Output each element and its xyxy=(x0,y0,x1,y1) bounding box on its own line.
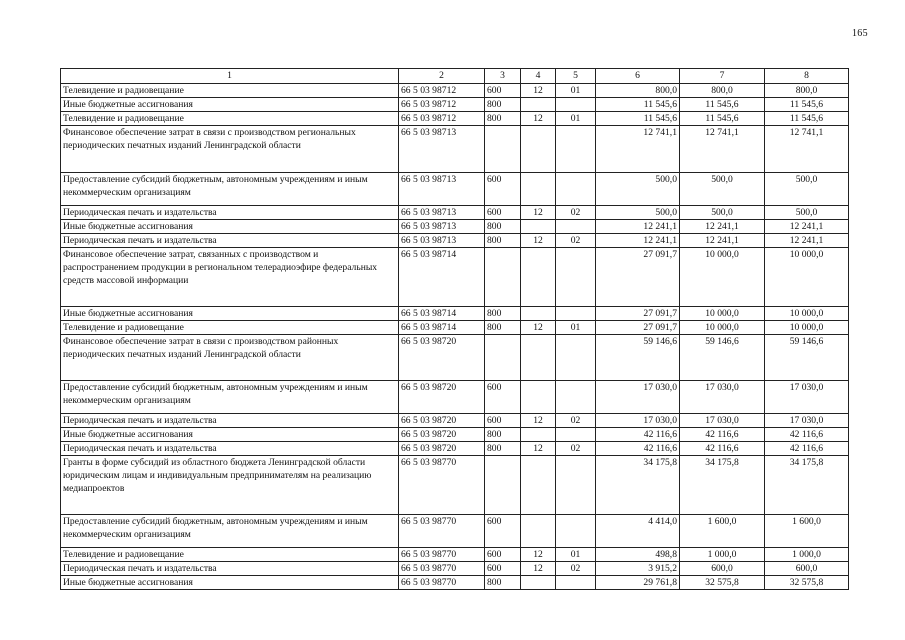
cell-section xyxy=(521,381,556,414)
cell-target-code: 66 5 03 98714 xyxy=(399,307,485,321)
cell-name: Иные бюджетные ассигнования xyxy=(61,307,399,321)
cell-amount-col8: 1 000,0 xyxy=(765,548,849,562)
cell-name: Предоставление субсидий бюджетным, автономным учреждениям и иным некоммерческим организациям xyxy=(61,173,399,206)
cell-subsection: 01 xyxy=(556,84,596,98)
header-col-7: 7 xyxy=(680,69,765,84)
table-row xyxy=(61,428,849,442)
cell-subsection: 02 xyxy=(556,562,596,576)
header-col-1: 1 xyxy=(61,69,399,84)
header-col-8: 8 xyxy=(765,69,849,84)
cell-section xyxy=(521,576,556,590)
cell-name: Телевидение и радиовещание xyxy=(61,84,399,98)
cell-name: Телевидение и радиовещание xyxy=(61,112,399,126)
cell-amount-col7: 500,0 xyxy=(680,206,765,220)
cell-target-code: 66 5 03 98770 xyxy=(399,562,485,576)
cell-amount-col7: 17 030,0 xyxy=(680,381,765,414)
cell-target-code: 66 5 03 98713 xyxy=(399,173,485,206)
cell-target-code: 66 5 03 98713 xyxy=(399,220,485,234)
cell-amount-col6: 29 761,8 xyxy=(596,576,680,590)
cell-subsection: 02 xyxy=(556,442,596,456)
cell-target-code: 66 5 03 98714 xyxy=(399,248,485,307)
cell-amount-col7: 600,0 xyxy=(680,562,765,576)
cell-name: Иные бюджетные ассигнования xyxy=(61,98,399,112)
cell-subsection: 01 xyxy=(556,548,596,562)
cell-section xyxy=(521,98,556,112)
cell-amount-col6: 59 146,6 xyxy=(596,335,680,381)
cell-amount-col7: 800,0 xyxy=(680,84,765,98)
cell-section xyxy=(521,335,556,381)
cell-name: Предоставление субсидий бюджетным, автономным учреждениям и иным некоммерческим организациям xyxy=(61,515,399,548)
cell-amount-col6: 500,0 xyxy=(596,173,680,206)
cell-section: 12 xyxy=(521,234,556,248)
table-row xyxy=(61,248,849,307)
cell-amount-col7: 42 116,6 xyxy=(680,442,765,456)
cell-expense-type: 800 xyxy=(485,321,521,335)
cell-amount-col8: 10 000,0 xyxy=(765,307,849,321)
cell-target-code: 66 5 03 98712 xyxy=(399,84,485,98)
table-row xyxy=(61,576,849,590)
cell-section: 12 xyxy=(521,548,556,562)
cell-amount-col8: 42 116,6 xyxy=(765,442,849,456)
cell-amount-col8: 12 241,1 xyxy=(765,220,849,234)
cell-section: 12 xyxy=(521,112,556,126)
cell-section xyxy=(521,428,556,442)
cell-target-code: 66 5 03 98770 xyxy=(399,548,485,562)
cell-section: 12 xyxy=(521,321,556,335)
cell-expense-type xyxy=(485,335,521,381)
cell-expense-type: 800 xyxy=(485,112,521,126)
cell-amount-col6: 17 030,0 xyxy=(596,414,680,428)
page-number: 165 xyxy=(852,28,868,39)
table-row xyxy=(61,442,849,456)
cell-target-code: 66 5 03 98714 xyxy=(399,321,485,335)
cell-name: Финансовое обеспечение затрат, связанных с производством и распространением продукции в региональном телерадиоэфире федеральных средств массовой информации xyxy=(61,248,399,307)
cell-amount-col7: 42 116,6 xyxy=(680,428,765,442)
cell-expense-type: 600 xyxy=(485,414,521,428)
cell-subsection: 01 xyxy=(556,321,596,335)
cell-expense-type: 800 xyxy=(485,428,521,442)
cell-amount-col8: 800,0 xyxy=(765,84,849,98)
cell-amount-col8: 10 000,0 xyxy=(765,248,849,307)
cell-amount-col8: 12 241,1 xyxy=(765,234,849,248)
cell-amount-col8: 59 146,6 xyxy=(765,335,849,381)
cell-subsection xyxy=(556,515,596,548)
cell-amount-col7: 12 241,1 xyxy=(680,234,765,248)
cell-section xyxy=(521,456,556,515)
cell-subsection xyxy=(556,456,596,515)
cell-target-code: 66 5 03 98720 xyxy=(399,442,485,456)
cell-name: Иные бюджетные ассигнования xyxy=(61,428,399,442)
cell-expense-type xyxy=(485,126,521,173)
cell-subsection xyxy=(556,576,596,590)
table-row xyxy=(61,515,849,548)
cell-expense-type xyxy=(485,456,521,515)
cell-name: Предоставление субсидий бюджетным, автономным учреждениям и иным некоммерческим организациям xyxy=(61,381,399,414)
cell-amount-col8: 10 000,0 xyxy=(765,321,849,335)
cell-expense-type: 600 xyxy=(485,173,521,206)
cell-amount-col7: 1 000,0 xyxy=(680,548,765,562)
cell-subsection xyxy=(556,220,596,234)
table-row xyxy=(61,456,849,515)
cell-name: Периодическая печать и издательства xyxy=(61,414,399,428)
cell-subsection: 02 xyxy=(556,234,596,248)
cell-expense-type: 800 xyxy=(485,576,521,590)
cell-amount-col8: 500,0 xyxy=(765,173,849,206)
cell-amount-col6: 500,0 xyxy=(596,206,680,220)
cell-expense-type: 600 xyxy=(485,562,521,576)
cell-name: Гранты в форме субсидий из областного бюджета Ленинградской области юридическим лицам и индивидуальным предпринимателям на реализацию медиапроектов xyxy=(61,456,399,515)
cell-amount-col6: 42 116,6 xyxy=(596,428,680,442)
cell-expense-type: 600 xyxy=(485,381,521,414)
table-row xyxy=(61,84,849,98)
cell-amount-col8: 32 575,8 xyxy=(765,576,849,590)
cell-target-code: 66 5 03 98713 xyxy=(399,234,485,248)
cell-amount-col7: 11 545,6 xyxy=(680,98,765,112)
cell-subsection xyxy=(556,126,596,173)
cell-subsection xyxy=(556,335,596,381)
cell-expense-type: 600 xyxy=(485,548,521,562)
cell-target-code: 66 5 03 98720 xyxy=(399,428,485,442)
cell-section: 12 xyxy=(521,562,556,576)
cell-name: Периодическая печать и издательства xyxy=(61,442,399,456)
cell-amount-col6: 3 915,2 xyxy=(596,562,680,576)
cell-amount-col6: 12 741,1 xyxy=(596,126,680,173)
cell-amount-col6: 800,0 xyxy=(596,84,680,98)
header-col-4: 4 xyxy=(521,69,556,84)
cell-subsection: 02 xyxy=(556,206,596,220)
cell-amount-col7: 10 000,0 xyxy=(680,248,765,307)
cell-amount-col6: 34 175,8 xyxy=(596,456,680,515)
cell-amount-col7: 32 575,8 xyxy=(680,576,765,590)
table-row xyxy=(61,126,849,173)
cell-amount-col6: 11 545,6 xyxy=(596,98,680,112)
table-row xyxy=(61,548,849,562)
table-row xyxy=(61,98,849,112)
header-col-3: 3 xyxy=(485,69,521,84)
table-row xyxy=(61,335,849,381)
cell-expense-type: 600 xyxy=(485,515,521,548)
cell-target-code: 66 5 03 98713 xyxy=(399,126,485,173)
cell-subsection: 01 xyxy=(556,112,596,126)
cell-amount-col6: 27 091,7 xyxy=(596,307,680,321)
cell-expense-type: 800 xyxy=(485,234,521,248)
cell-amount-col8: 17 030,0 xyxy=(765,414,849,428)
cell-amount-col8: 34 175,8 xyxy=(765,456,849,515)
cell-subsection xyxy=(556,248,596,307)
cell-amount-col6: 4 414,0 xyxy=(596,515,680,548)
cell-section xyxy=(521,515,556,548)
cell-name: Телевидение и радиовещание xyxy=(61,321,399,335)
header-row xyxy=(61,69,849,84)
cell-name: Иные бюджетные ассигнования xyxy=(61,220,399,234)
header-col-2: 2 xyxy=(399,69,485,84)
cell-amount-col6: 42 116,6 xyxy=(596,442,680,456)
table-row xyxy=(61,307,849,321)
table-row xyxy=(61,220,849,234)
cell-target-code: 66 5 03 98712 xyxy=(399,112,485,126)
cell-expense-type: 800 xyxy=(485,442,521,456)
cell-amount-col8: 600,0 xyxy=(765,562,849,576)
cell-amount-col6: 17 030,0 xyxy=(596,381,680,414)
table-row xyxy=(61,562,849,576)
table-body xyxy=(61,84,849,590)
cell-expense-type: 800 xyxy=(485,98,521,112)
budget-table xyxy=(60,68,849,590)
cell-name: Финансовое обеспечение затрат в связи с производством районных периодических печатных изданий Ленинградской области xyxy=(61,335,399,381)
cell-amount-col6: 498,8 xyxy=(596,548,680,562)
cell-target-code: 66 5 03 98720 xyxy=(399,381,485,414)
cell-amount-col6: 12 241,1 xyxy=(596,220,680,234)
cell-amount-col7: 500,0 xyxy=(680,173,765,206)
cell-expense-type: 600 xyxy=(485,206,521,220)
cell-name: Периодическая печать и издательства xyxy=(61,234,399,248)
cell-amount-col7: 12 241,1 xyxy=(680,220,765,234)
cell-amount-col6: 11 545,6 xyxy=(596,112,680,126)
cell-expense-type: 600 xyxy=(485,84,521,98)
cell-target-code: 66 5 03 98720 xyxy=(399,414,485,428)
cell-name: Финансовое обеспечение затрат в связи с производством региональных периодических печатных изданий Ленинградской области xyxy=(61,126,399,173)
cell-amount-col8: 11 545,6 xyxy=(765,98,849,112)
cell-amount-col8: 500,0 xyxy=(765,206,849,220)
cell-section: 12 xyxy=(521,414,556,428)
cell-amount-col7: 12 741,1 xyxy=(680,126,765,173)
table-row xyxy=(61,414,849,428)
header-col-5: 5 xyxy=(556,69,596,84)
table-row xyxy=(61,112,849,126)
cell-amount-col8: 11 545,6 xyxy=(765,112,849,126)
table-row xyxy=(61,173,849,206)
cell-subsection xyxy=(556,307,596,321)
cell-amount-col7: 34 175,8 xyxy=(680,456,765,515)
cell-target-code: 66 5 03 98770 xyxy=(399,515,485,548)
cell-name: Иные бюджетные ассигнования xyxy=(61,576,399,590)
cell-subsection xyxy=(556,173,596,206)
cell-amount-col7: 17 030,0 xyxy=(680,414,765,428)
cell-amount-col7: 10 000,0 xyxy=(680,321,765,335)
cell-section xyxy=(521,220,556,234)
cell-section: 12 xyxy=(521,442,556,456)
cell-section xyxy=(521,173,556,206)
cell-name: Периодическая печать и издательства xyxy=(61,562,399,576)
cell-amount-col8: 42 116,6 xyxy=(765,428,849,442)
cell-expense-type: 800 xyxy=(485,307,521,321)
header-col-6: 6 xyxy=(596,69,680,84)
cell-section xyxy=(521,307,556,321)
cell-target-code: 66 5 03 98713 xyxy=(399,206,485,220)
cell-section xyxy=(521,126,556,173)
cell-subsection: 02 xyxy=(556,414,596,428)
cell-target-code: 66 5 03 98770 xyxy=(399,456,485,515)
cell-amount-col7: 11 545,6 xyxy=(680,112,765,126)
cell-section xyxy=(521,248,556,307)
cell-name: Периодическая печать и издательства xyxy=(61,206,399,220)
table-row xyxy=(61,321,849,335)
cell-amount-col7: 10 000,0 xyxy=(680,307,765,321)
cell-amount-col6: 27 091,7 xyxy=(596,321,680,335)
cell-target-code: 66 5 03 98712 xyxy=(399,98,485,112)
table-row xyxy=(61,381,849,414)
cell-subsection xyxy=(556,98,596,112)
cell-subsection xyxy=(556,428,596,442)
cell-subsection xyxy=(556,381,596,414)
cell-amount-col7: 1 600,0 xyxy=(680,515,765,548)
cell-expense-type: 800 xyxy=(485,220,521,234)
cell-amount-col8: 12 741,1 xyxy=(765,126,849,173)
cell-amount-col6: 12 241,1 xyxy=(596,234,680,248)
table-row xyxy=(61,234,849,248)
cell-target-code: 66 5 03 98770 xyxy=(399,576,485,590)
cell-amount-col8: 1 600,0 xyxy=(765,515,849,548)
cell-amount-col7: 59 146,6 xyxy=(680,335,765,381)
cell-amount-col6: 27 091,7 xyxy=(596,248,680,307)
cell-expense-type xyxy=(485,248,521,307)
cell-section: 12 xyxy=(521,206,556,220)
cell-amount-col8: 17 030,0 xyxy=(765,381,849,414)
table-row xyxy=(61,206,849,220)
cell-name: Телевидение и радиовещание xyxy=(61,548,399,562)
cell-target-code: 66 5 03 98720 xyxy=(399,335,485,381)
cell-section: 12 xyxy=(521,84,556,98)
